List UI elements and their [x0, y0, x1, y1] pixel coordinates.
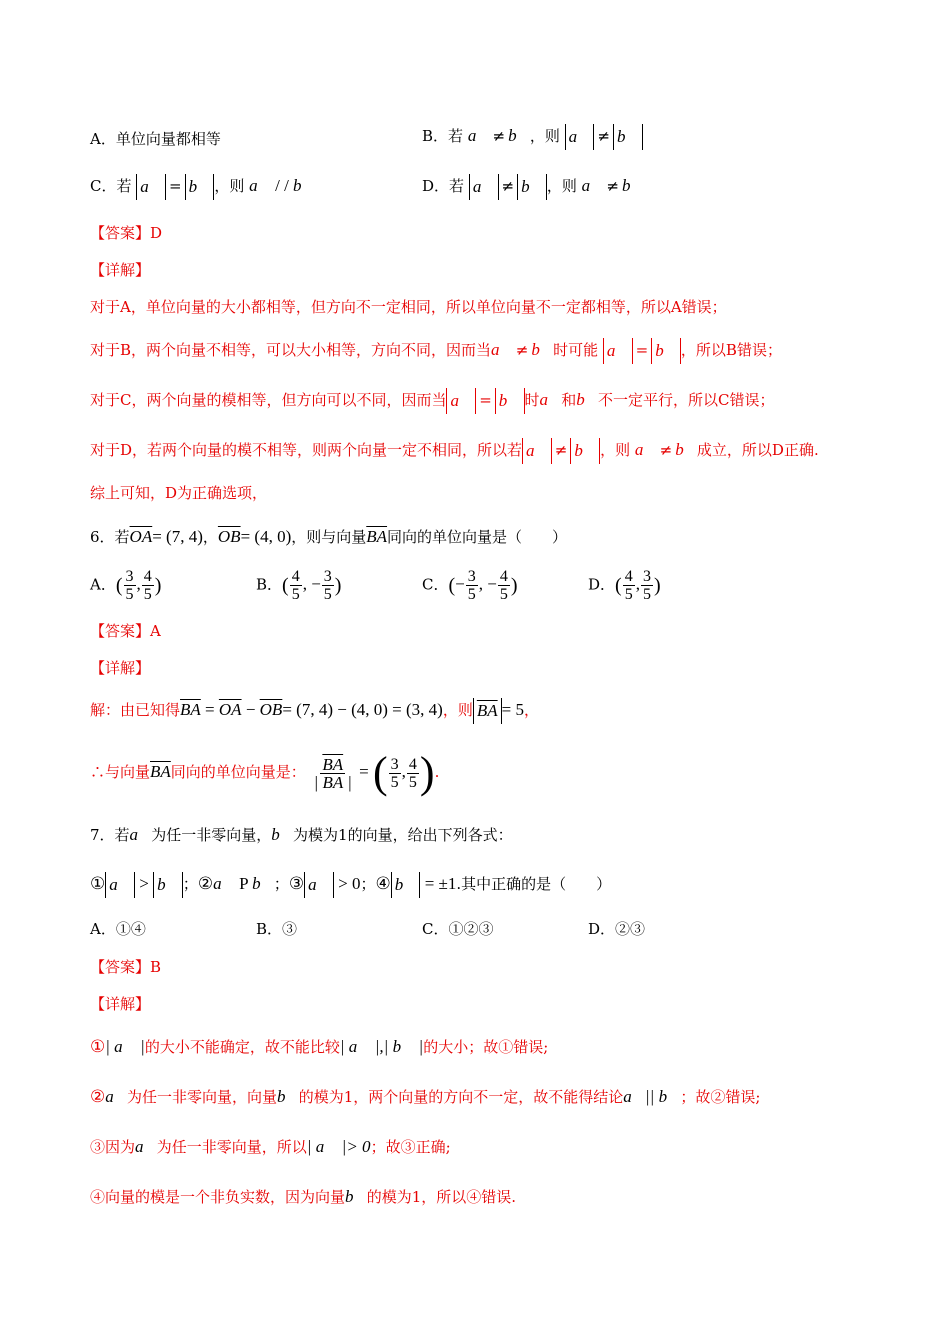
q5-line3-b: 时 [524, 391, 540, 409]
q5-answer: 【答案】D [90, 224, 163, 242]
q7-d2-d: ；故②错误; [680, 1088, 761, 1106]
q6-option-d: D．( $\frac{4}{5}$ , $\frac{3}{5}$ ) [588, 568, 661, 603]
q6-ob-value: = (4, 0) [240, 527, 292, 546]
q7-detail-line-2: ②a⃗为任一非零向量，向量b⃗的模为1，两个向量的方向不一定，故不能得结论a⃗|| b⃗；故②错误; [90, 1087, 761, 1107]
q6-solution-line-2: ∴与向量$\overline{BA}$同向的单位向量是： $\frac{\overline{BA}}{| BA |}$ = ( $\frac{3}{5}$ , $\frac{4}{5}$ ). [90, 748, 440, 797]
q5-detail-line-4: 对于D，若两个向量的模不相等，则两个向量一定不相同，所以若 a⃗ ≠ b⃗ ，则 a⃗ ≠ b⃗成立，所以D正确. [90, 438, 819, 464]
q7-d3-b: 为任一非零向量，所以 [156, 1138, 307, 1156]
q7-d1-b: 的大小不能确定，故不能比较 [144, 1038, 340, 1056]
q7-detail-line-4: ④向量的模是一个非负实数，因为向量b⃗的模为1，所以④错误. [90, 1187, 517, 1206]
q6-sol1-b: ，则 [442, 701, 473, 719]
q7-d2-a: ② [90, 1087, 106, 1107]
q5-option-b-prefix: B．若 [422, 127, 464, 145]
q5-line2-a: 对于B，两个向量不相等，可以大小相等，方向不同，因而当 [90, 341, 492, 359]
q7-answer: 【答案】B [90, 958, 162, 976]
q7-option-a: A．①④ [90, 920, 146, 938]
q6-solution-line-1: 解：由已知得$\overline{BA} = \overline{OA} - \overline{OB}= (7$, 4) − (4, 0) = (3, 4)，则 $\overline{BA} = 5$， [90, 698, 539, 724]
q7-items-end: .其中正确的是（ ） [456, 875, 612, 893]
q5-line2-c: ，所以B错误； [680, 341, 782, 359]
q5-option-c: C．若 a⃗ = b⃗ ，则 a⃗ / / b⃗ [90, 174, 315, 200]
q5-option-c-mid: ，则 [214, 177, 245, 195]
q5-line3-a: 对于C，两个向量的模相等，但方向可以不同，因而当 [90, 391, 447, 409]
q5-line3-d: 不一定平行，所以C错误； [598, 391, 775, 409]
q6-option-d-label: D． [588, 575, 616, 594]
q6-option-a-label: A． [90, 575, 116, 594]
q5-option-b-mid: ，则 [529, 127, 560, 145]
q6-sol2-b: 同向的单位向量是： [170, 763, 306, 781]
q6-stem-c: ，则与向量 [291, 528, 367, 546]
q6-stem: 6．若$\overline{OA}= (7$, 4)，$\overline{OB}= (4$, 0)，则与向量$\overline{BA}$同向的单位向量是（ ） [90, 527, 568, 546]
q5-option-d: D．若 a⃗ ≠ b⃗ ，则 a⃗ ≠ b⃗ [422, 174, 644, 200]
q5-detail-label: 【详解】 [90, 261, 151, 279]
q7-option-b: B．③ [256, 920, 298, 938]
q6-stem-d: 同向的单位向量是（ ） [387, 528, 568, 546]
q6-oa-value: = (7, 4) [152, 527, 203, 546]
q6-sol1-a: 解：由已知得 [90, 701, 181, 719]
q7-detail-line-3: ③因为a⃗为任一非零向量，所以| a⃗ |> 0；故③正确; [90, 1137, 451, 1156]
q7-detail-line-1: ①| a⃗ |的大小不能确定，故不能比较| a⃗ |,| b⃗ |的大小；故①错误; [90, 1037, 549, 1057]
q7-items: ① a⃗ > b⃗ ；②a⃗ P b⃗；③ a⃗ > 0；④ b⃗ = ±1.其中正确的是（ ） [90, 872, 611, 898]
q7-detail-label: 【详解】 [90, 995, 151, 1013]
q6-option-b-label: B． [256, 575, 283, 594]
q5-option-c-prefix: C．若 [90, 177, 132, 195]
q7-d4-a: ④向量的模是一个非负实数，因为向量 [90, 1188, 346, 1206]
q7-option-c: C．①②③ [422, 920, 494, 938]
q5-option-a [90, 128, 221, 150]
q6-stem-b: ， [202, 528, 218, 546]
q7-d4-b: 的模为1，所以④错误. [366, 1188, 517, 1206]
q6-option-b: B．( $\frac{4}{5}$ , − $\frac{3}{5}$ ) [256, 568, 342, 603]
q7-d3-a: ③因为 [90, 1138, 136, 1156]
q5-detail-line-2: 对于B，两个向量不相等，可以大小相等，方向不同，因而当a⃗ ≠ b⃗时可能 a⃗ = b⃗ ，所以B错误； [90, 338, 782, 364]
q6-sol1-c: = 5 [501, 700, 524, 719]
q7-option-d: D．②③ [588, 920, 646, 938]
q5-option-d-mid: ，则 [546, 177, 577, 195]
q5-option-d-prefix: D．若 [422, 177, 465, 195]
q6-sol1-expr: = (7, 4) − (4, 0) = (3, 4) [282, 700, 443, 719]
q5-line2-b: 时可能 [553, 341, 599, 359]
q6-sol2-a: ∴与向量 [90, 763, 151, 781]
q5-line4-b: ，则 [600, 441, 631, 459]
q7-d2-c: 的模为1，两个向量的方向不一定，故不能得结论 [298, 1088, 624, 1106]
q6-option-c: C．(− $\frac{3}{5}$ , − $\frac{4}{5}$ ) [422, 568, 518, 603]
q6-option-a: A．( $\frac{3}{5}$ , $\frac{4}{5}$ ) [90, 568, 162, 603]
q7-d1-c: 的大小；故①错误; [423, 1038, 549, 1056]
q7-d3-c: ；故③正确; [370, 1138, 451, 1156]
q7-d1-a: ① [90, 1037, 106, 1057]
q7-stem-b: 为任一非零向量， [151, 826, 272, 844]
q6-stem-a: 6．若 [90, 528, 130, 546]
q6-sol1-d: ， [523, 701, 539, 719]
q5-line4-c: 成立，所以D正确. [696, 441, 819, 459]
q6-detail-label: 【详解】 [90, 659, 151, 677]
q5-summary: 综上可知，D为正确选项， [90, 484, 268, 502]
q7-stem-c: 为模为1的向量，给出下列各式： [293, 826, 513, 844]
q6-answer: 【答案】A [90, 622, 161, 640]
q5-detail-line-1: 对于A，单位向量的大小都相等，但方向不一定相同，所以单位向量不一定都相等，所以A错误； [90, 298, 727, 316]
q7-stem-a: 7．若 [90, 826, 130, 844]
q5-option-b: B．若 a⃗ ≠ b⃗，则 a⃗ ≠ b⃗ [422, 124, 643, 150]
q5-line4-a: 对于D，若两个向量的模不相等，则两个向量一定不相同，所以若 [90, 441, 523, 459]
q5-option-a-text: A．单位向量都相等 [90, 130, 221, 148]
q6-sol2-end: . [434, 763, 440, 781]
q7-stem: 7．若a⃗为任一非零向量，b⃗为模为1的向量，给出下列各式： [90, 825, 513, 844]
q6-option-c-label: C． [422, 575, 449, 594]
q7-d2-b: 为任一非零向量，向量 [126, 1088, 277, 1106]
q5-detail-line-3: 对于C，两个向量的模相等，但方向可以不同，因而当 a⃗ = b⃗ 时a⃗和b⃗不一定平行，所以C错误； [90, 388, 775, 414]
q5-line3-c: 和 [561, 391, 577, 409]
